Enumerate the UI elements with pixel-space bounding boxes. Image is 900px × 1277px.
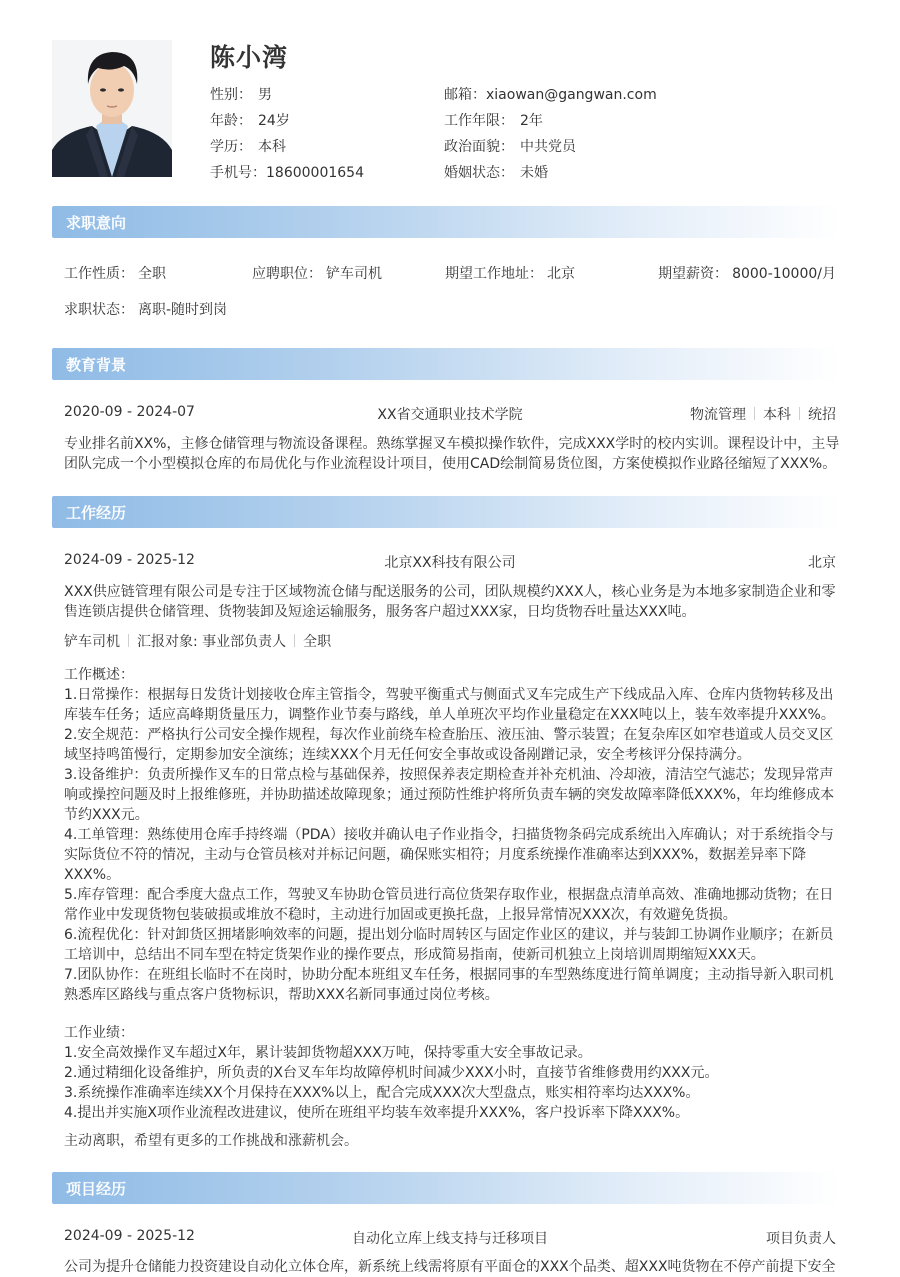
work-years-value: 2年: [520, 113, 543, 129]
education-meta: [690, 404, 836, 424]
education-level-row: [210, 136, 286, 156]
project-name: 自动化立库上线支持与迁移项目: [352, 1231, 548, 1247]
intent-status-value: 离职-随时到岗: [138, 302, 228, 318]
divider: [754, 407, 755, 420]
achievement-line: 4.提出并实施X项作业流程改进建议，使所在班组平均装车效率提升XXX%，客户投诉率下降XXX%。: [64, 1105, 690, 1121]
achievement-line: 1.安全高效操作叉车超过X年，累计装卸货物超XXX万吨，保持零重大安全事故记录。: [64, 1045, 592, 1061]
project-description-line: 公司为提升仓储能力投资建设自动化立体仓库，新系统上线需将原有平面仓的XXX个品类、超XXX吨货物在不停产前提下安全: [64, 1259, 836, 1275]
phone-label: 手机号：: [210, 165, 266, 181]
email-value[interactable]: xiaowan@gangwan.com: [486, 87, 657, 103]
leave-reason-text: 主动离职，希望有更多的工作挑战和涨薪机会。: [64, 1133, 358, 1149]
education-level-value: 本科: [258, 139, 286, 155]
education-description-line: 团队完成一个小型模拟仓库的布局优化与作业流程设计项目，使用CAD绘制简易货位图，方案使模拟作业路径缩短了XXX%。: [64, 456, 837, 472]
overview-line: 3.设备维护：负责所操作叉车的日常点检与基础保养，按照保养表定期检查并补充机油、冷却液，清洁空气滤芯；发现异常声: [64, 767, 834, 783]
section-title: 教育背景: [66, 356, 127, 374]
intent-location-label: 期望工作地址：: [445, 266, 543, 282]
political-row: [444, 136, 576, 156]
education-description: [64, 434, 840, 474]
overview-line: 响或操控问题及时上报维修班，并协助描述故障现象；通过预防性维护将所负责车辆的突发故障率降低XXX%，年均维修成本: [64, 787, 835, 803]
work-report-to: 汇报对象: 事业部负责人: [137, 634, 287, 650]
work-years-row: [444, 110, 543, 130]
intent-work-type-label: 工作性质：: [64, 266, 134, 282]
intent-status-label: 求职状态：: [64, 302, 134, 318]
intent-work-type: [64, 263, 166, 283]
intent-work-type-value: 全职: [138, 266, 166, 282]
work-years-label: 工作年限：: [444, 113, 514, 129]
work-achievements: [64, 1023, 840, 1123]
work-achievements-title: 工作业绩：: [64, 1025, 134, 1041]
overview-line: 域坚持鸣笛慢行，定期参加安全演练；连续XXX个月无任何安全事故或设备剐蹭记录，安全考核评分保持满分。: [64, 747, 751, 763]
phone-row: [210, 162, 364, 182]
gender-row: [210, 84, 272, 104]
avatar-portrait-icon: [52, 40, 172, 177]
education-description-line: 专业排名前XX%，主修仓储管理与物流设备课程。熟练掌握叉车模拟操作软件，完成XXX学时的校内实训。课程设计中，主导: [64, 436, 840, 452]
overview-line: 5.库存管理：配合季度大盘点工作，驾驶叉车协助仓管员进行高位货架存取作业，根据盘点清单高效、准确地挪动货物；在日: [64, 887, 834, 903]
intent-salary-value: 8000-10000/月: [732, 266, 836, 282]
profile-photo: [52, 40, 172, 177]
overview-line: 6.流程优化：针对卸货区拥堵影响效率的问题，提出划分临时周转区与固定作业区的建议，并与装卸工协调作业顺序；在新员: [64, 927, 834, 943]
section-title: 工作经历: [66, 504, 127, 522]
intent-position-value: 铲车司机: [326, 266, 382, 282]
achievement-line: 3.系统操作准确率连续XX个月保持在XXX%以上，配合完成XXX次大型盘点，账实相符率均达XXX%。: [64, 1085, 700, 1101]
overview-line: 工培训中，总结出不同车型在特定货架作业的操作要点，形成简易指南，使新司机独立上岗培训周期缩短XXX天。: [64, 947, 765, 963]
work-role: 铲车司机: [64, 634, 120, 650]
marital-label: 婚姻状态：: [444, 165, 514, 181]
email-row: [444, 84, 657, 104]
gender-value: 男: [258, 87, 272, 103]
work-period: 2024-09 - 2025-12: [64, 552, 195, 568]
section-title: 求职意向: [66, 214, 127, 232]
education-admission: 统招: [808, 407, 836, 423]
marital-row: [444, 162, 548, 182]
section-header-project: [52, 1172, 840, 1204]
age-value: 24岁: [258, 113, 290, 129]
political-label: 政治面貌：: [444, 139, 514, 155]
education-school: XX省交通职业技术学院: [377, 407, 523, 423]
work-company-intro: [64, 582, 840, 622]
work-overview-title: 工作概述：: [64, 667, 134, 683]
work-role-meta: [64, 631, 331, 651]
intent-location-value: 北京: [547, 266, 575, 282]
age-label: 年龄：: [210, 113, 252, 129]
company-intro-line: XXX供应链管理有限公司是专注于区域物流仓储与配送服务的公司，团队规模约XXX人，核心业务是为本地多家制造企业和零: [64, 584, 836, 600]
intent-salary-label: 期望薪资：: [658, 266, 729, 282]
project-role: 项目负责人: [766, 1231, 836, 1247]
overview-line: XXX%。: [64, 867, 121, 883]
work-company: 北京XX科技有限公司: [384, 555, 516, 571]
work-leave-reason: [64, 1131, 840, 1151]
marital-value: 未婚: [520, 165, 548, 181]
section-header-job-intent: [52, 206, 840, 238]
overview-line: 实际货位不符的情况，主动与仓管员核对并标记问题，确保账实相符；月度系统操作准确率达到XXX%，数据差异率下降: [64, 847, 807, 863]
overview-line: 2.安全规范：严格执行公司安全操作规程，每次作业前绕车检查胎压、液压油、警示装置；在复杂库区如窄巷道或人员交叉区: [64, 727, 834, 743]
project-description: [64, 1257, 840, 1277]
divider: [799, 407, 800, 420]
age-row: [210, 110, 290, 130]
gender-label: 性别：: [210, 87, 252, 103]
overview-line: 库装车任务；适应高峰期货量压力，调整作业节奏与路线，单人单班次平均作业量稳定在XXX吨以上，装车效率提升XXX%。: [64, 707, 835, 723]
email-label: 邮箱：: [444, 87, 486, 103]
education-degree: 本科: [763, 407, 791, 423]
education-major: 物流管理: [690, 407, 746, 423]
intent-position-label: 应聘职位：: [252, 266, 322, 282]
divider: [128, 634, 129, 647]
work-employment: 全职: [303, 634, 332, 650]
intent-location: [445, 263, 575, 283]
section-header-education: [52, 348, 840, 380]
work-overview: [64, 665, 840, 1005]
overview-line: 7.团队协作：在班组长临时不在岗时，协助分配本班组叉车任务，根据同事的车型熟练度进行简单调度；主动指导新入职司机: [64, 967, 834, 983]
section-title: 项目经历: [66, 1180, 127, 1198]
company-intro-line: 售连锁店提供仓储管理、货物装卸及短途运输服务，服务客户超过XXX家，日均货物吞吐量达XXX吨。: [64, 604, 696, 620]
intent-status: [64, 299, 227, 319]
achievement-line: 2.通过精细化设备维护，所负责的X台叉车年均故障停机时间减少XXX小时，直接节省维修费用约XXX元。: [64, 1065, 719, 1081]
divider: [294, 634, 295, 647]
section-header-work: [52, 496, 840, 528]
phone-value[interactable]: 18600001654: [266, 165, 364, 181]
overview-line: 熟悉库区路线与重点客户货物标识，帮助XXX名新同事通过岗位考核。: [64, 987, 499, 1003]
project-period: 2024-09 - 2025-12: [64, 1228, 195, 1244]
education-level-label: 学历：: [210, 139, 252, 155]
work-city: 北京: [808, 555, 836, 571]
overview-line: 节约XXX元。: [64, 807, 149, 823]
overview-line: 常作业中发现货物包装破损或堆放不稳时，主动进行加固或更换托盘，上报异常情况XXX次，有效避免货损。: [64, 907, 737, 923]
political-value: 中共党员: [520, 139, 576, 155]
overview-line: 4.工单管理：熟练使用仓库手持终端（PDA）接收并确认电子作业指令，扫描货物条码完成系统出入库确认；对于系统指令与: [64, 827, 834, 843]
intent-salary: [658, 263, 836, 283]
overview-line: 1.日常操作：根据每日发货计划接收仓库主管指令，驾驶平衡重式与侧面式叉车完成生产下线成品入库、仓库内货物转移及出: [64, 687, 834, 703]
candidate-name: 陈小湾: [210, 43, 289, 72]
education-period: 2020-09 - 2024-07: [64, 404, 195, 420]
intent-position: [252, 263, 382, 283]
